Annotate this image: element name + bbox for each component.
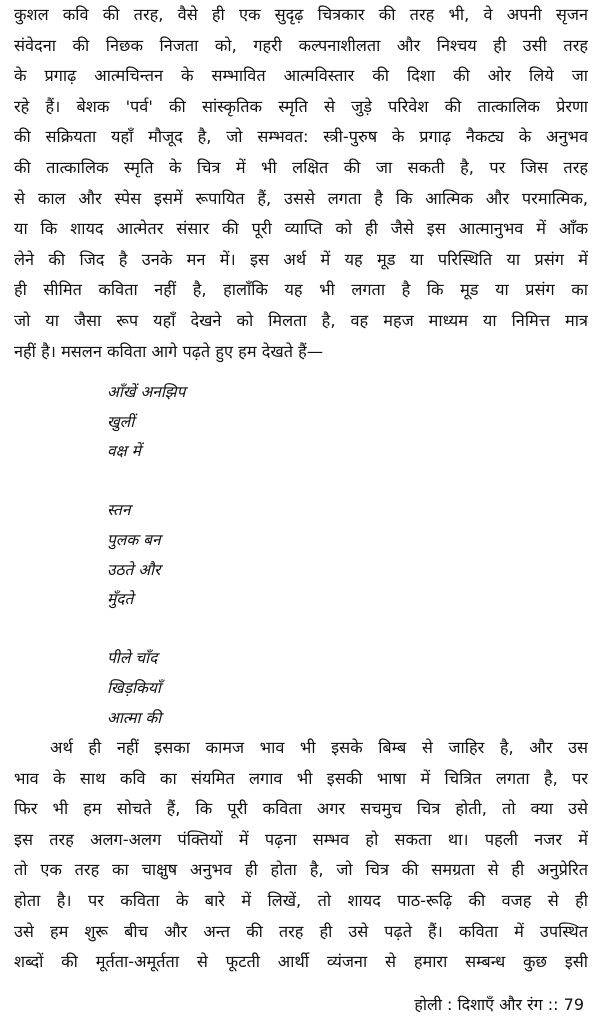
text-line: उसे हम शुरू बीच और अन्त की तरह ही उसे पढ़ते हैं। कविता में उपस्थित [14,921,588,941]
text-line: के प्रगाढ़ आत्मचिन्तन के सम्भावित आत्मविस्तार की दिशा की ओर लिये जा [14,66,588,86]
poem-line: आत्मा की [107,708,162,727]
poem-line: पुलक बन [107,530,161,549]
poem-line: खिड़कियाँ [107,678,161,697]
poem-line: खुलीं [107,412,135,431]
text-line: भाव के साथ कवि का संयमित लगाव भी इसकी भाषा में चित्रित लगता है, पर [14,768,588,788]
poem-line: स्तन [107,501,131,520]
text-line: होता है। पर कविता के बारे में लिखें, तो शायद पाठ-रूढ़ि की वजह से ही [14,890,588,910]
text-line: तो एक तरह का चाक्षुष अनुभव ही होता है, जो चित्र की समग्रता से ही अनुप्रेरित [14,860,588,880]
text-line: फिर भी हम सोचते हैं, कि पूरी कविता अगर सचमुच चित्र होती, तो क्या उसे [14,799,588,819]
text-line: की सक्रियता यहाँ मौजूद है, जो सम्भवत: स्त्री-पुरुष के प्रगाढ़ नैकट्य के अनुभव [14,127,588,147]
paragraph-2 [14,733,588,978]
text-line: या कि शायद आत्मेतर संसार की पूरी व्याप्ति को ही जैसे इस आत्मानुभव में आँक [14,219,588,239]
page-number: 79 [563,995,584,1014]
running-title: होली : दिशाएँ और रंग :: [414,995,559,1014]
poem-excerpt [107,378,185,733]
poem-line: पीले चाँद [107,649,158,668]
text-line: संवेदना की निछक निजता को, गहरी कल्पनाशीलता और निश्चय ही उसी तरह [14,35,588,55]
text-line: से काल और स्पेस इसमें रूपायित हैं, उससे लगता है कि आत्मिक और परमात्मिक, [14,188,588,208]
text-line: जो या जैसा रूप यहाँ देखने को मिलता है, वह महज माध्यम या निमित्त मात्र [14,310,588,330]
poem-stanza-3 [107,644,185,733]
text-line: अर्थ ही नहीं इसका कामज भाव भी इसके बिम्ब से जाहिर है, और उस [50,738,588,757]
text-line: की तात्कालिक स्मृति के चित्र में भी लक्षित की जा सकती है, पर जिस तरह [14,157,588,177]
poem-stanza-1 [107,378,185,467]
text-line: रहे हैं। बेशक 'पर्व' की सांस्कृतिक स्मृति से जुड़े परिवेश की तात्कालिक प्रेरणा [14,96,588,116]
text-line: इस तरह अलग-अलग पंक्तियों में पढ़ना सम्भव हो सकता था। पहली नजर में [14,829,588,849]
poem-line: आँखें अनझिप [107,383,186,401]
poem-line: वक्ष में [107,442,141,461]
paragraph-1 [14,0,588,367]
text-line: कुशल कवि की तरह, वैसे ही एक सुदृढ़ चित्रकार की तरह भी, वे अपनी सृजन [14,5,588,24]
text-line: नहीं है। मसलन कविता आगे पढ़ते हुए हम देखते हैं— [14,341,324,361]
poem-line: मुँदते [107,590,134,609]
text-line: शब्दों की मूर्तता-अमूर्तता से फूटती आर्थी व्यंजना से हमारा सम्बन्ध कुछ इसी [14,952,588,972]
text-line: ही सीमित कविता नहीं है, हालाँकि यह भी लगता है कि मूड या प्रसंग का [14,280,588,300]
text-line: लेने की जिद है उनके मन में। इस अर्थ में यह मूड या परिस्थिति या प्रसंग में [14,249,588,269]
poem-line: उठते और [107,560,161,579]
poem-stanza-2 [107,496,185,614]
page-footer [414,993,584,1015]
